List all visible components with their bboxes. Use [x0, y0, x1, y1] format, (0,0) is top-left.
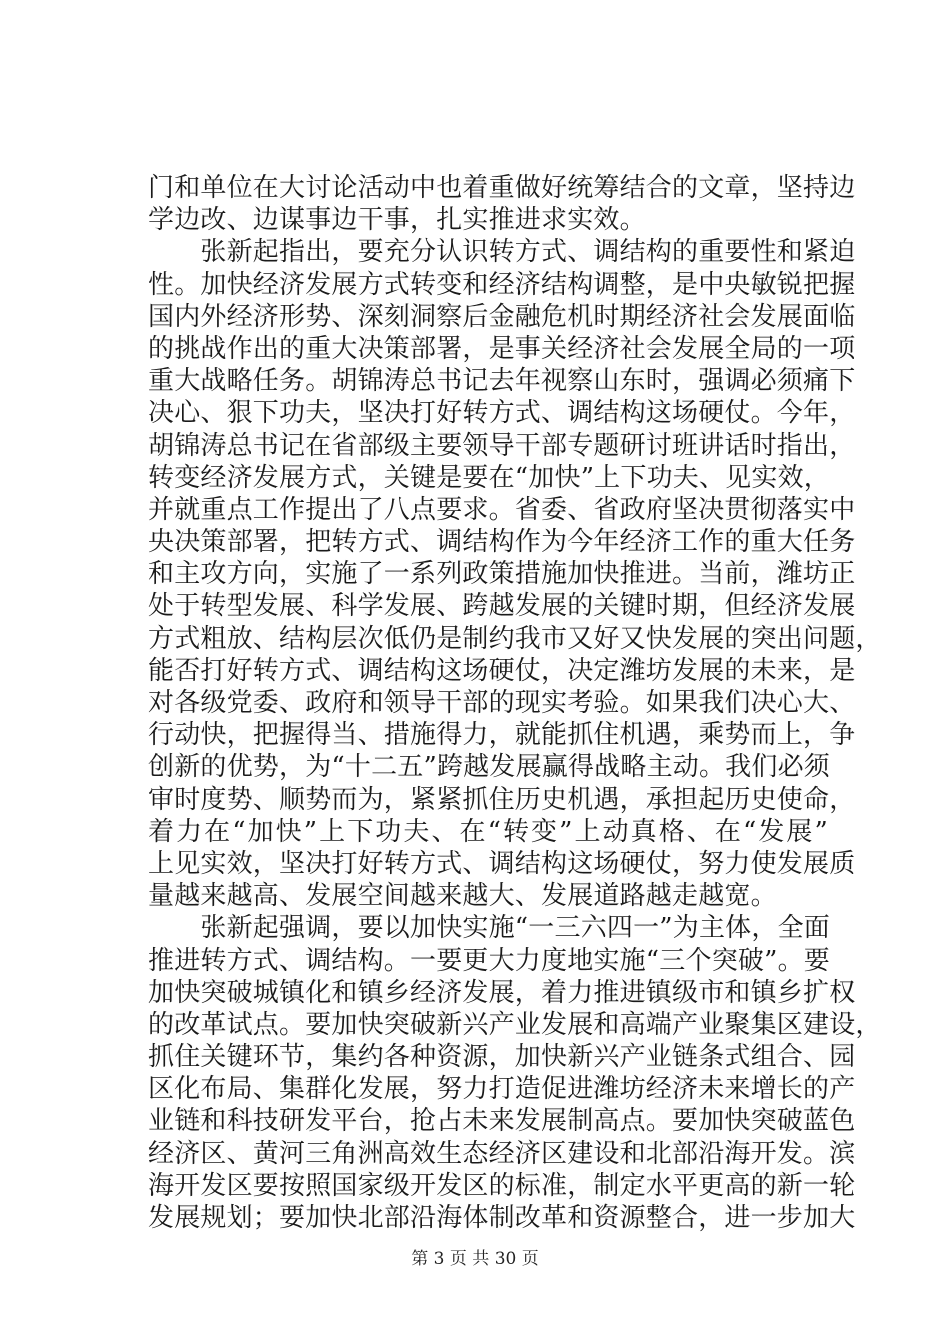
- text-line: 发展规划；要加快北部沿海体制改革和资源整合，进一步加大: [148, 1203, 856, 1233]
- text-line: 处于转型发展、科学发展、跨越发展的关键时期，但经济发展: [148, 591, 856, 622]
- text-line: 方式粗放、结构层次低仍是制约我市又好又快发展的突出问题，: [148, 623, 882, 654]
- text-line: 胡锦涛总书记在省部级主要领导干部专题研讨班讲话时指出，: [148, 430, 856, 461]
- text-line: 海开发区要按照国家级开发区的标准，制定水平更高的新一轮: [148, 1170, 856, 1201]
- text-line: 张新起指出，要充分认识转方式、调结构的重要性和紧迫: [148, 237, 856, 268]
- text-line: 并就重点工作提出了八点要求。省委、省政府坚决贯彻落实中: [148, 494, 856, 525]
- text-line: 性。加快经济发展方式转变和经济结构调整，是中央敏锐把握: [148, 269, 856, 300]
- text-line: 和主攻方向，实施了一系列政策措施加快推进。当前，潍坊正: [148, 559, 856, 590]
- text-line: 央决策部署，把转方式、调结构作为今年经济工作的重大任务: [148, 527, 856, 558]
- page-footer: 第 3 页 共 30 页: [411, 1249, 539, 1269]
- text-line: 经济区、黄河三角洲高效生态经济区建设和北部沿海开发。滨: [148, 1138, 856, 1169]
- text-line: 学边改、边谋事边干事，扎实推进求实效。: [148, 205, 646, 236]
- text-line: 门和单位在大讨论活动中也着重做好统筹结合的文章，坚持边: [148, 173, 856, 203]
- text-line: 区化布局、集群化发展，努力打造促进潍坊经济未来增长的产: [148, 1074, 856, 1105]
- text-line: 上见实效，坚决打好转方式、调结构这场硬仗，努力使发展质: [148, 848, 856, 879]
- text-line: 推进转方式、调结构。一要更大力度地实施“三个突破”。要: [148, 945, 830, 976]
- text-line: 审时度势、顺势而为，紧紧抓住历史机遇，承担起历史使命，: [148, 784, 856, 815]
- text-line: 加快突破城镇化和镇乡经济发展，着力推进镇级市和镇乡扩权: [148, 977, 856, 1008]
- text-line: 决心、狠下功夫，坚决打好转方式、调结构这场硬仗。今年，: [148, 398, 856, 429]
- text-line: 业链和科技研发平台，抢占未来发展制高点。要加快突破蓝色: [148, 1106, 856, 1137]
- text-line: 创新的优势，为“十二五”跨越发展赢得战略主动。我们必须: [148, 752, 830, 783]
- body-text: [148, 172, 882, 1234]
- text-line: 对各级党委、政府和领导干部的现实考验。如果我们决心大、: [148, 688, 856, 718]
- text-line: 量越来越高、发展空间越来越大、发展道路越走越宽。: [148, 881, 777, 912]
- text-line: 的挑战作出的重大决策部署，是事关经济社会发展全局的一项: [148, 333, 856, 364]
- text-line: 能否打好转方式、调结构这场硬仗，决定潍坊发展的未来，是: [148, 655, 856, 686]
- text-line: 的改革试点。要加快突破新兴产业发展和高端产业聚集区建设，: [148, 1009, 882, 1040]
- text-line: 行动快，把握得当、措施得力，就能抓住机遇，乘势而上，争: [148, 720, 856, 751]
- text-line: 张新起强调，要以加快实施“一三六四一”为主体，全面: [148, 913, 830, 944]
- text-line: 转变经济发展方式，关键是要在“加快”上下功夫、见实效，: [148, 462, 830, 493]
- text-line: 重大战略任务。胡锦涛总书记去年视察山东时，强调必须痛下: [148, 366, 856, 397]
- text-line: 国内外经济形势、深刻洞察后金融危机时期经济社会发展面临: [148, 301, 856, 332]
- text-line: 抓住关键环节，集约各种资源，加快新兴产业链条式组合、园: [148, 1042, 856, 1073]
- text-line: 着力在“加快”上下功夫、在“转变”上动真格、在“发展”: [148, 816, 828, 847]
